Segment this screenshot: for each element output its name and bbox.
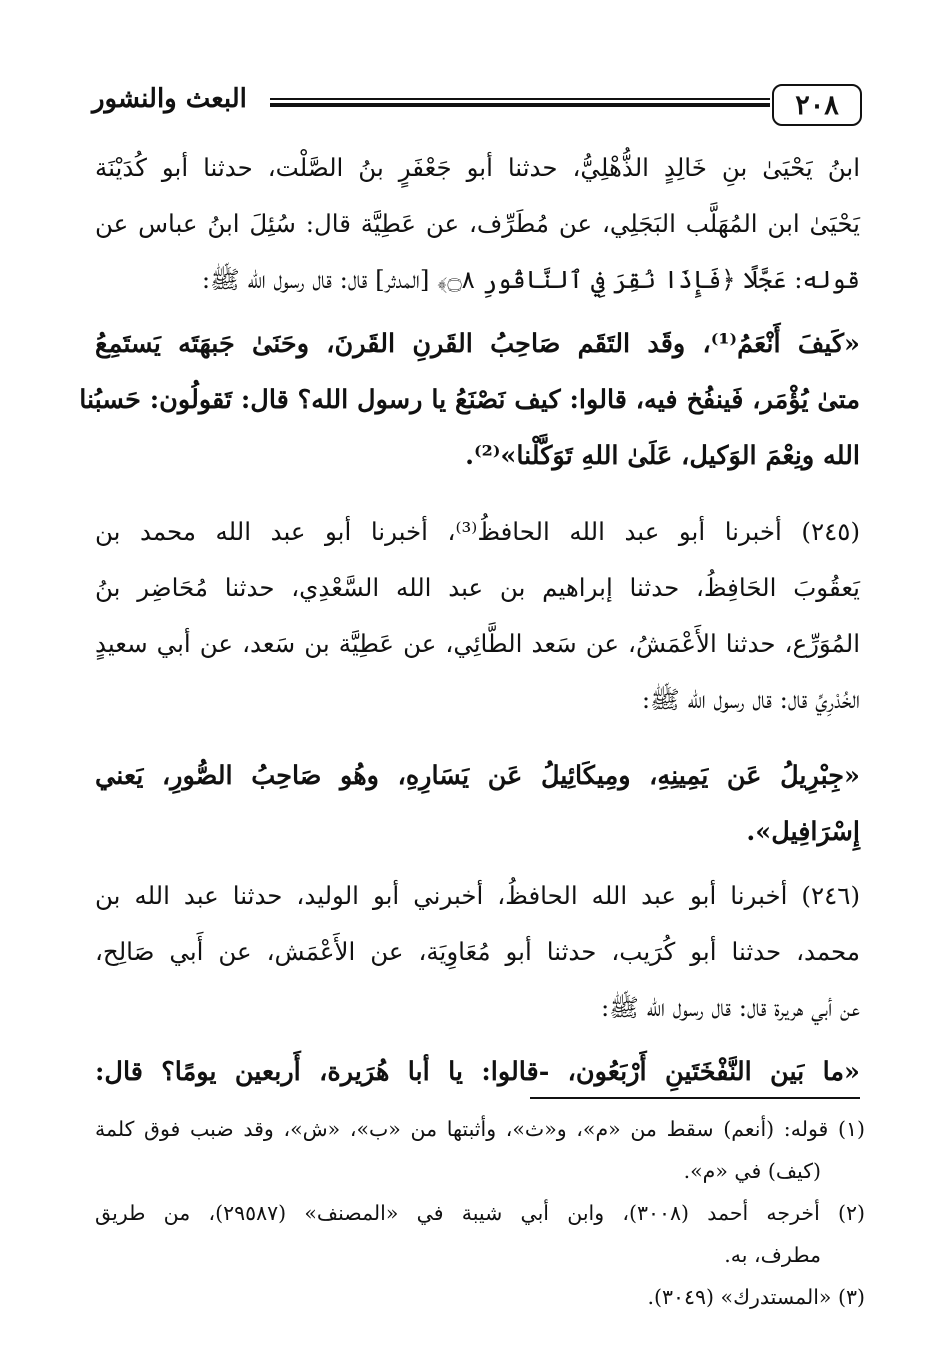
text-line: عن أبي هريرة قال: قال رسول الله ﷺ: — [600, 993, 860, 1022]
footnote-3: (٣) «المستدرك» (٣٠٤٩). — [647, 1285, 865, 1309]
footnote-2-cont: مطرف، به. — [724, 1243, 821, 1267]
text-line: محمد، حدثنا أبو كُرَيب، حدثنا أبو مُعَاوِيَة، عن الأَعْمَش، عن أَبي صَالِح، — [95, 937, 860, 966]
hadith-text-line: متىٰ يُؤْمَر، فَينفُخ فيه، قالوا: كيف نَصْنَعُ يا رسول الله؟ قال: تَقولُون: حَسبُنا — [79, 385, 860, 415]
hadith-text-line: «ما بَين النَّفْخَتَينِ أَرْبَعُون، -قالوا: يا أبا هُرَيرة، أَربعين يومًا؟ قال: — [95, 1057, 860, 1087]
text-line: يَعقُوبَ الحَافِظُ، حدثنا إبراهيم بن عبد الله السَّعْدِي، حدثنا مُحَاضِر بنُ — [95, 573, 860, 602]
text-line: المُوَرِّع، حدثنا الأَعْمَشُ، عن سَعد الطَّائِي، عن عَطِيَّة بن سَعد، عن أبي سعيدٍ — [95, 629, 860, 658]
text-line: ابنُ يَحْيَىٰ بنِ خَالِدٍ الذُّهْلِيُّ، حدثنا أبو جَعْفَرٍ بنُ الصَّلْت، حدثنا أبو كُدَيْنَة — [95, 153, 860, 182]
running-header — [92, 82, 862, 128]
text-line: الخُدْرِيِّ قال: قال رسول الله ﷺ: — [641, 685, 860, 714]
header-rule — [270, 98, 770, 107]
hadith-text-line: إِسْرَافِيل». — [746, 817, 860, 847]
footnote-1: (١) قوله: (أنعم) سقط من «م»، و«ث»، وأثبتها من «ب»، «ش»، وقد ضبب فوق كلمة — [95, 1117, 865, 1141]
text-line: يَحْيَىٰ ابن المُهَلَّب البَجَلِي، عن مُطَرِّف، عن عَطِيَّة قال: سُئِلَ ابنُ عباس عن — [95, 209, 860, 238]
hadith-246-line: (٢٤٦) أخبرنا أبو عبد الله الحافظُ، أخبرني أبو الوليد، حدثنا عبد الله بن — [95, 881, 860, 910]
footnote-1-cont: (كيف) في «م». — [683, 1159, 821, 1183]
body-text — [79, 140, 860, 1100]
text-line: قوله: عَجَّلًا ﴿فَإِذَا نُقِرَ فِي ٱلنَّاقُورِ ۝٨﴾ [المدثر] قال: قال رسول الله ﷺ: — [201, 265, 860, 294]
running-title: البعث والنشور — [92, 84, 247, 114]
footnote-2: (٢) أخرجه أحمد (٣٠٠٨)، وابن أبي شيبة في «المصنف» (٢٩٥٨٧)، من طريق — [95, 1201, 865, 1225]
hadith-245-line: (٢٤٥) أخبرنا أبو عبد الله الحافظُ⁽³⁾، أخبرنا أبو عبد الله محمد بن — [95, 517, 860, 546]
page-number: ٢٠٨ — [772, 84, 862, 126]
footnotes — [95, 1108, 865, 1318]
hadith-text-line: «جِبْرِيلُ عَن يَمِينِهِ، ومِيكَائِيلُ عَن يَسَارِهِ، وهُو صَاحِبُ الصُّورِ، يَعني — [95, 761, 860, 791]
hadith-text-line: «كَيفَ أَنْعَمُ⁽¹⁾، وقَد التَقَم صَاحِبُ القَرنِ القَرنَ، وحَنَىٰ جَبهَتَه يَستَمِعُ — [95, 329, 860, 359]
hadith-text-line: الله ونِعْمَ الوَكيل، عَلَىٰ اللهِ تَوَكَّلْنا»⁽²⁾. — [465, 441, 860, 471]
footnote-separator — [530, 1097, 860, 1099]
